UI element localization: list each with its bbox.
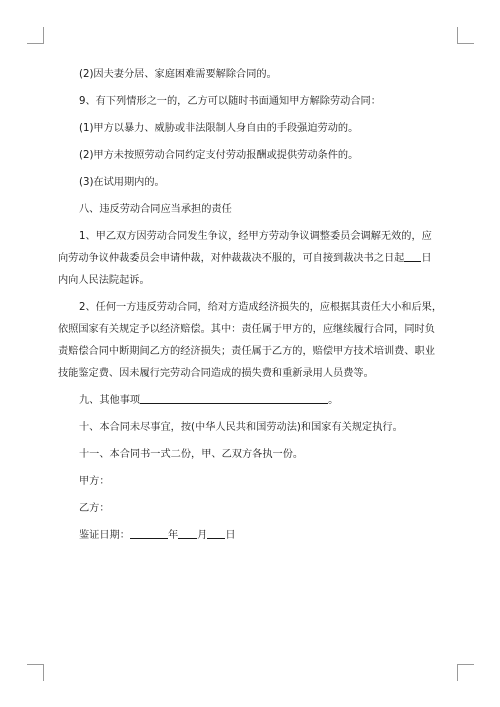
month-blank xyxy=(178,527,197,539)
document-body xyxy=(58,64,443,547)
section-heading: 九、其他事项 xyxy=(79,395,141,406)
paragraph-line: (3)在试用期内的。 xyxy=(79,177,165,188)
year-blank xyxy=(130,527,168,539)
paragraph-line: 内向人民法院起诉。 xyxy=(58,275,150,286)
paragraph-line: 1、甲乙双方因劳动合同发生争议，经甲方劳动争议调整委员会调解无效的，应 xyxy=(79,231,432,242)
other-matters-blank xyxy=(140,392,328,404)
crop-mark-bottom-left xyxy=(27,664,44,681)
paragraph-line: (2)甲方未按照劳动合同约定支付劳动报酬或提供劳动条件的。 xyxy=(79,150,359,161)
date-label: 鉴证日期： xyxy=(79,530,130,541)
certification-date xyxy=(79,525,433,547)
paragraph-line: 技能鉴定费、因未履行完劳动合同造成的损失费和重新录用人员费等。 xyxy=(58,368,374,379)
paragraph-line xyxy=(79,390,433,412)
paragraph-line: 依照国家有关规定予以经济赔偿。其中：责任属于甲方的，应继续履行合同，同时负 xyxy=(58,324,435,335)
crop-mark-top-right xyxy=(457,27,474,44)
party-b-label: 乙方： xyxy=(79,503,110,514)
paragraph-line: 十一、本合同书一式二份，甲、乙双方各执一份。 xyxy=(79,449,304,460)
paragraph-line: 十、本合同未尽事宜，按(中华人民共和国劳动法)和国家有关规定执行。 xyxy=(79,422,403,433)
paragraph-line: 9、有下列情形之一的，乙方可以随时书面通知甲方解除劳动合同： xyxy=(79,96,381,107)
paragraph-line: (2)因夫妻分居、家庭困难需要解除合同的。 xyxy=(79,69,277,80)
paragraph-line xyxy=(58,248,433,270)
day-blank xyxy=(207,527,225,539)
section-heading: 八、违反劳动合同应当承担的责任 xyxy=(79,204,232,215)
paragraph-text: 。 xyxy=(328,395,339,406)
crop-mark-bottom-right xyxy=(457,664,474,681)
day-label: 日 xyxy=(225,530,236,541)
paragraph-text: 日 xyxy=(421,253,432,264)
paragraph-line: 2、任何一方违反劳动合同，给对方造成经济损失的，应根据其责任大小和后果， xyxy=(79,302,443,313)
month-label: 月 xyxy=(197,530,208,541)
year-label: 年 xyxy=(167,530,179,541)
paragraph-line: 责赔偿合同中断期间乙方的经济损失；责任属于乙方的，赔偿甲方技术培训费、职业 xyxy=(58,346,435,357)
paragraph-line: (1)甲方以暴力、威胁或非法限制人身自由的手段强迫劳动的。 xyxy=(79,123,359,134)
days-blank xyxy=(404,250,421,262)
crop-mark-top-left xyxy=(27,27,44,44)
paragraph-text: 向劳动争议仲裁委员会申请仲裁，对仲裁裁决不服的，可自接到裁决书之日起 xyxy=(58,253,405,264)
party-a-label: 甲方： xyxy=(79,476,110,487)
